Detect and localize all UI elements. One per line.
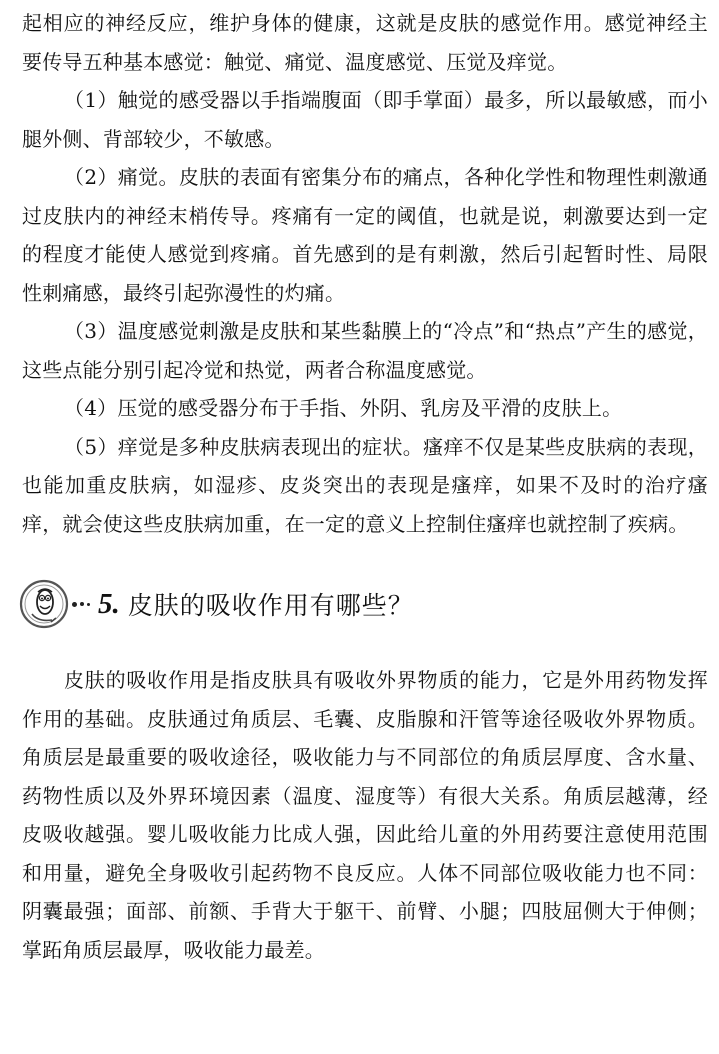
paragraph-absorption: 皮肤的吸收作用是指皮肤具有吸收外界物质的能力，它是外用药物发挥作用的基础。皮肤通过角质层、毛囊、皮脂腺和汗管等途径吸收外界物质。角质层是最重要的吸收途径，吸收能力与不同部位的角质层厚度、含水量、药物性质以及外界环境因素（温度、湿度等）有很大关系。角质层越薄，经皮吸收越强。婴儿吸收能力比成人强，因此给儿童的外用药要注意使用范围和用量，避免全身吸收引起药物不良反应。人体不同部位吸收能力也不同：阴囊最强；面部、前额、手背大于躯干、前臂、小腿；四肢屈侧大于伸侧；掌跖角质层最厚，吸收能力最差。: [22, 668, 708, 962]
paragraph-temperature: （3）温度感觉刺激是皮肤和某些黏膜上的“冷点”和“热点”产生的感觉，这些点能分别引起冷觉和热觉，两者合称温度感觉。: [22, 319, 708, 382]
dot-icon: [72, 602, 77, 607]
paragraph-pain: （2）痛觉。皮肤的表面有密集分布的痛点，各种化学性和物理性刺激通过皮肤内的神经末梢传导。疼痛有一定的阈值，也就是说，刺激要达到一定的程度才能使人感觉到疼痛。首先感到的是有刺激，然后引起暂时性、局限性刺痛感，最终引起弥漫性的灼痛。: [22, 165, 708, 305]
paragraph-itch: （5）痒觉是多种皮肤病表现出的症状。瘙痒不仅是某些皮肤病的表现，也能加重皮肤病，如湿疹、皮炎突出的表现是瘙痒，如果不及时的治疗瘙痒，就会使这些皮肤病加重，在一定的意义上控制住瘙痒也就控制了疾病。: [22, 434, 708, 536]
heading-title: 皮肤的吸收作用有哪些？: [127, 591, 414, 620]
section-heading: [22, 565, 708, 643]
dot-icon: [87, 603, 90, 606]
paragraph-pressure: （4）压觉的感受器分布于手指、外阴、乳房及平滑的皮肤上。: [64, 396, 623, 420]
paragraph-sensation-intro: 起相应的神经反应，维护身体的健康，这就是皮肤的感觉作用。感觉神经主要传导五种基本感觉：触觉、痛觉、温度感觉、压觉及痒觉。: [22, 11, 708, 74]
paragraph-touch: （1）触觉的感受器以手指端腹面（即手掌面）最多，所以最敏感，而小腿外侧、背部较少，不敏感。: [22, 88, 708, 151]
page-content: [22, 4, 708, 969]
heading-number: 5.: [98, 587, 120, 620]
heading-dots-decoration: [72, 602, 90, 607]
dot-icon: [80, 602, 84, 606]
cartoon-badge-icon: [18, 578, 70, 630]
